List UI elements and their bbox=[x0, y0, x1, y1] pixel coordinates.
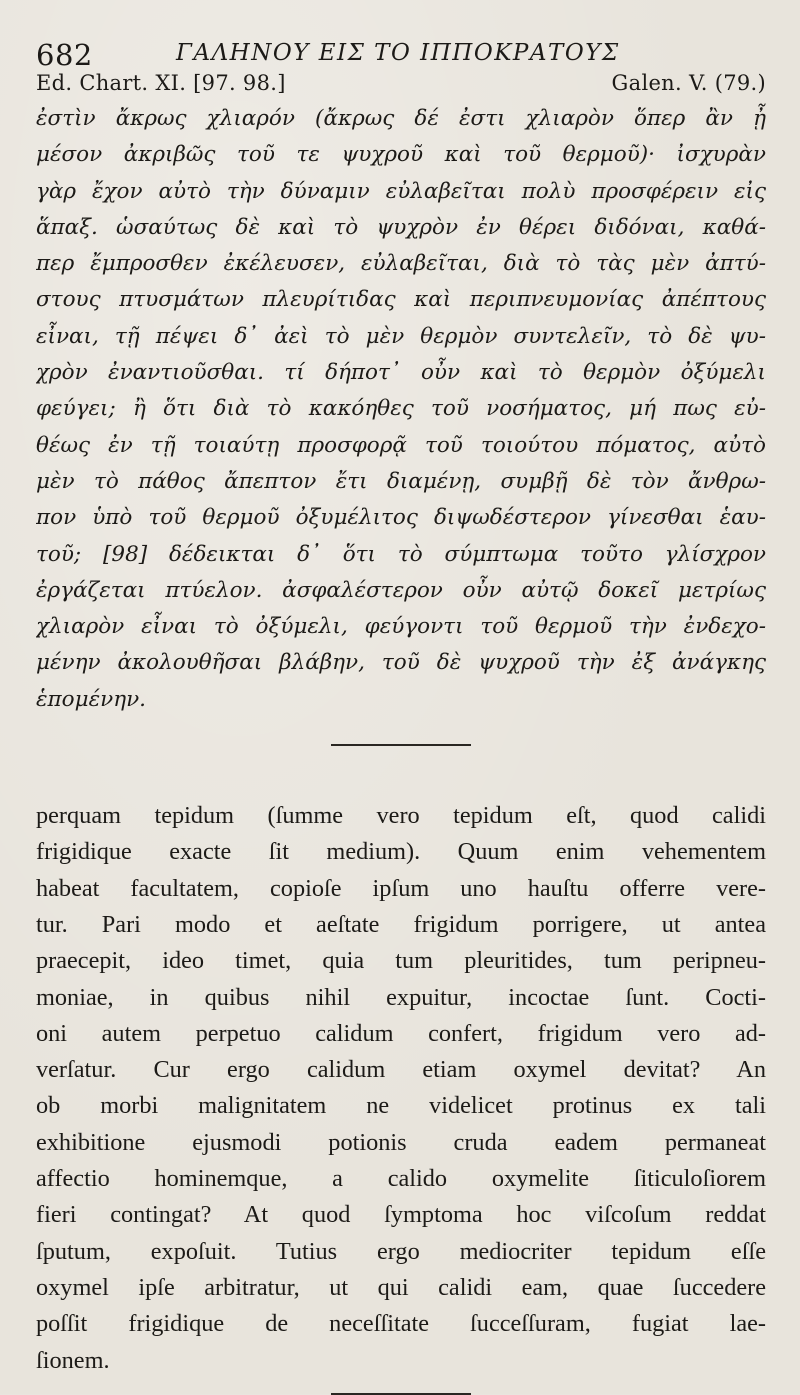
greek-line: στους πτυσμάτων πλευρίτιδας καὶ περιπνευμονίας ἀπέπτους bbox=[36, 287, 766, 313]
latin-line: fieri contingat? At quod ſymptoma hoc viſcoſum reddat bbox=[36, 1201, 766, 1229]
greek-line: πον ὑπὸ τοῦ θερμοῦ ὀξυμέλιτος διψωδέστερον γίνεσθαι ἑαυ- bbox=[36, 505, 766, 531]
latin-text bbox=[36, 798, 766, 1379]
latin-line: ſputum, expoſuit. Tutius ergo mediocriter tepidum eſſe bbox=[36, 1237, 766, 1265]
greek-line: ἐστὶν ἄκρως χλιαρόν (ἄκρως δέ ἐστι χλιαρὸν ὅπερ ἂν ᾖ bbox=[36, 106, 766, 131]
latin-line: moniae, in quibus nihil expuitur, incoctae ſunt. Cocti- bbox=[36, 983, 766, 1011]
edition-reference bbox=[36, 71, 766, 101]
latin-line: oni autem perpetuo calidum confert, frigidum vero ad- bbox=[36, 1019, 766, 1047]
latin-line: habeat facultatem, copioſe ipſum uno hauſtu offerre vere- bbox=[36, 874, 766, 902]
greek-line: θέως ἐν τῇ τοιαύτῃ προσφορᾷ τοῦ τοιούτου πόματος, αὐτὸ bbox=[36, 432, 766, 458]
greek-line: τοῦ; [98] δέδεικται δ᾽ ὅτι τὸ σύμπτωμα τοῦτο γλίσχρον bbox=[36, 541, 766, 567]
greek-line: εἶναι, τῇ πέψει δ᾽ ἀεὶ τὸ μὲν θερμὸν συντελεῖν, τὸ δὲ ψυ- bbox=[36, 323, 766, 349]
latin-line: praecepit, ideo timet, quia tum pleuritides, tum peripneu- bbox=[36, 947, 766, 975]
latin-line: frigidique exacte ſit medium). Quum enim vehementem bbox=[36, 838, 766, 866]
edition-chart-ref: Ed. Chart. XI. [97. 98.] bbox=[36, 71, 286, 95]
latin-line: poſſit frigidique de neceſſitate ſucceſſuram, fugiat lae- bbox=[36, 1310, 766, 1338]
latin-line: exhibitione ejusmodi potionis cruda eadem permaneat bbox=[36, 1128, 766, 1156]
greek-line: γὰρ ἔχον αὐτὸ τὴν δύναμιν εὐλαβεῖται πολὺ προσφέρειν εἰς bbox=[36, 178, 766, 204]
greek-line: μὲν τὸ πάθος ἄπεπτον ἔτι διαμένῃ, συμβῇ δὲ τὸν ἄνθρω- bbox=[36, 468, 766, 494]
page-header bbox=[36, 26, 766, 70]
latin-line: oxymel ipſe arbitratur, ut qui calidi eam, quae ſuccedere bbox=[36, 1273, 766, 1301]
latin-line: ob morbi malignitatem ne videlicet protinus ex tali bbox=[36, 1092, 766, 1120]
greek-line: μέσον ἀκριβῶς τοῦ τε ψυχροῦ καὶ τοῦ θερμοῦ)· ἰσχυρὰν bbox=[36, 142, 766, 168]
greek-line: φεύγει; ἢ ὅτι διὰ τὸ κακόηθες τοῦ νοσήματος, μή πως εὐ- bbox=[36, 396, 766, 422]
latin-line: ſionem. bbox=[36, 1346, 110, 1374]
greek-text bbox=[36, 101, 766, 718]
greek-line: ἅπαξ. ὡσαύτως δὲ καὶ τὸ ψυχρὸν ἐν θέρει διδόναι, καθά- bbox=[36, 214, 766, 240]
running-title: ΓΑΛΗΝΟΥ ΕΙΣ ΤΟ ΙΠΠΟΚΡΑΤΟΥΣ bbox=[176, 40, 620, 66]
edition-galen-ref: Galen. V. (79.) bbox=[611, 71, 766, 95]
greek-line: χρὸν ἐναντιοῦσθαι. τί δήποτ᾽ οὖν καὶ τὸ θερμὸν ὀξύμελι bbox=[36, 360, 766, 386]
greek-line: ἑπομένην. bbox=[36, 686, 146, 712]
greek-line: μένην ἀκολουθῆσαι βλάβην, τοῦ δὲ ψυχροῦ τὴν ἐξ ἀνάγκης bbox=[36, 650, 766, 676]
latin-line: verſatur. Cur ergo calidum etiam oxymel devitat? An bbox=[36, 1056, 766, 1084]
page-number: 682 bbox=[36, 38, 93, 72]
greek-line: χλιαρὸν εἶναι τὸ ὀξύμελι, φεύγοντι τοῦ θερμοῦ τὴν ἐνδεχο- bbox=[36, 614, 766, 640]
latin-line: perquam tepidum (ſumme vero tepidum eſt, quod calidi bbox=[36, 802, 766, 830]
latin-line: affectio hominemque, a calido oxymelite ſiticuloſiorem bbox=[36, 1165, 766, 1193]
latin-line: tur. Pari modo et aeſtate frigidum porrigere, ut antea bbox=[36, 910, 766, 938]
greek-line: περ ἔμπροσθεν ἐκέλευσεν, εὐλαβεῖται, διὰ τὸ τὰς μὲν ἀπτύ- bbox=[36, 251, 766, 277]
section-divider bbox=[331, 744, 471, 746]
greek-line: ἐργάζεται πτύελον. ἀσφαλέστερον οὖν αὐτῷ δοκεῖ μετρίως bbox=[36, 577, 766, 603]
